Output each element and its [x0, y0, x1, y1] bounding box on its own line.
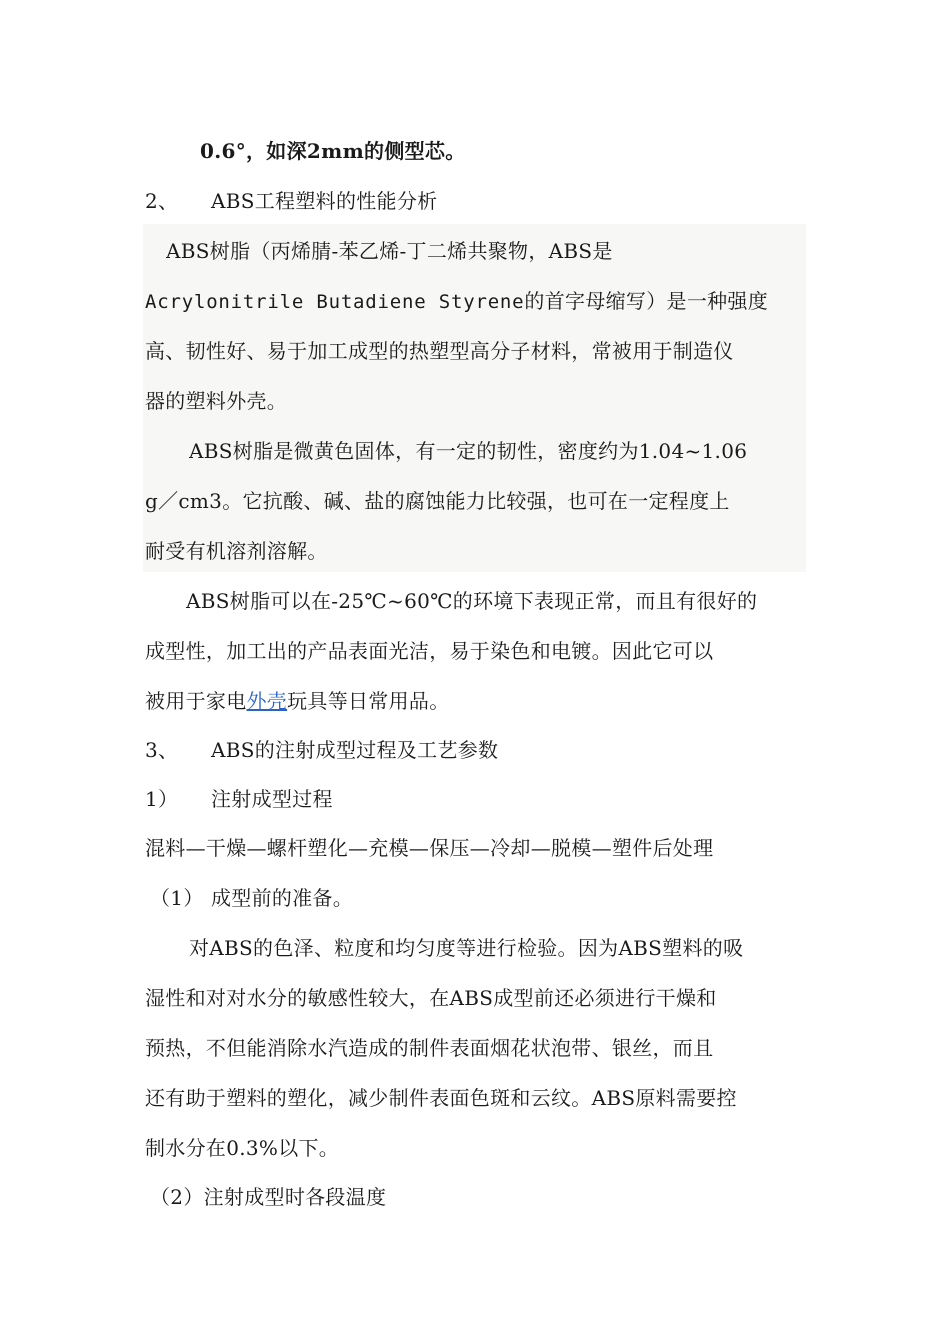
process-flow: 混料—干燥—螺杆塑化—充模—保压—冷却—脱模—塑件后处理 — [145, 836, 714, 860]
subheading-title: 注射成型过程 — [211, 787, 333, 811]
para4-line3: 预热，不但能消除水汽造成的制件表面烟花状泡带、银丝，而且 — [145, 1036, 714, 1060]
para4-line4: 还有助于塑料的塑化，减少制件表面色斑和云纹。ABS原料需要控 — [145, 1086, 737, 1110]
step-heading-1 — [150, 873, 815, 923]
para2-line1: ABS树脂是微黄色固体，有一定的韧性，密度约为1.04~1.06 — [189, 439, 748, 463]
line-angle-note: 0.6°，如深2mm的侧型芯。 — [200, 139, 466, 163]
para3-line2: 成型性，加工出的产品表面光洁，易于染色和电镀。因此它可以 — [145, 639, 714, 663]
para2-line3: 耐受有机溶剂溶解。 — [145, 539, 328, 563]
shell-link[interactable]: 外壳 — [246, 689, 288, 713]
section-number: 2、 — [145, 189, 179, 213]
section-heading-2 — [145, 176, 810, 226]
para4-line2: 湿性和对对水分的敏感性较大，在ABS成型前还必须进行干燥和 — [145, 986, 717, 1010]
abs-full-name: Acrylonitrile Butadiene Styrene — [145, 291, 525, 313]
para1-line2 — [145, 276, 810, 326]
para3-line3-start: 被用于家电 — [145, 689, 247, 713]
subheading-1 — [145, 774, 810, 824]
step-title: 成型前的准备。 — [211, 886, 354, 910]
step-heading-2: （2）注射成型时各段温度 — [150, 1185, 387, 1209]
para1-line3: 高、韧性好、易于加工成型的热塑型高分子材料，常被用于制造仪 — [145, 339, 734, 363]
para3-line3 — [145, 676, 810, 726]
para4-line1: 对ABS的色泽、粒度和均匀度等进行检验。因为ABS塑料的吸 — [189, 936, 744, 960]
para1-line2-rest: 的首字母缩写）是一种强度 — [524, 289, 769, 313]
para2-line2: g／cm3。它抗酸、碱、盐的腐蚀能力比较强，也可在一定程度上 — [145, 489, 730, 513]
para1-line4: 器的塑料外壳。 — [145, 389, 288, 413]
para1-line1: ABS树脂（丙烯腈-苯乙烯-丁二烯共聚物，ABS是 — [166, 239, 613, 263]
para3-line1: ABS树脂可以在-25℃~60℃的环境下表现正常，而且有很好的 — [186, 589, 758, 613]
section-heading-3 — [145, 725, 810, 775]
subheading-number: 1） — [145, 787, 179, 811]
para3-line3-end: 玩具等日常用品。 — [287, 689, 450, 713]
section-number: 3、 — [145, 738, 179, 762]
para4-line5: 制水分在0.3%以下。 — [145, 1136, 340, 1160]
section-title: ABS工程塑料的性能分析 — [211, 189, 438, 213]
step-number: （1） — [150, 886, 204, 910]
section-title: ABS的注射成型过程及工艺参数 — [211, 738, 499, 762]
